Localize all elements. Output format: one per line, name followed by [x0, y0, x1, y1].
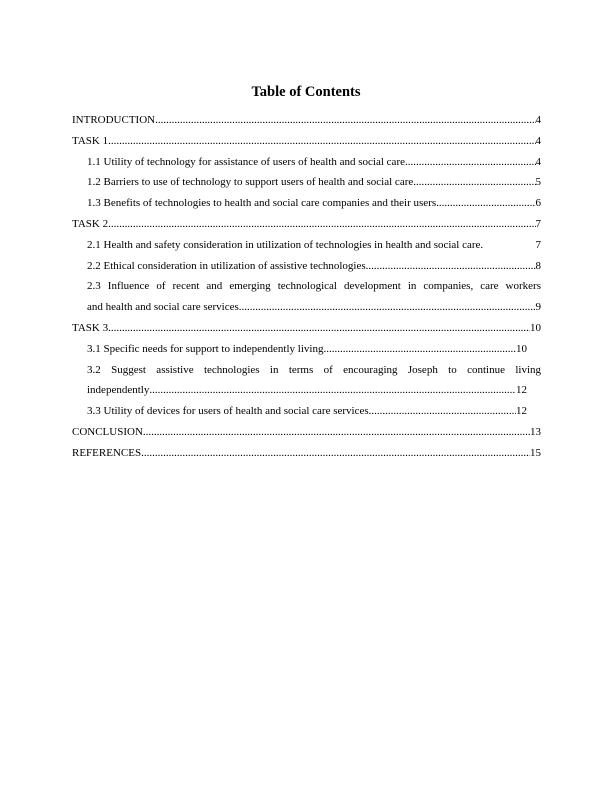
dot-leader — [108, 214, 535, 235]
toc-line — [87, 380, 527, 401]
toc-entry-task-1[interactable] — [72, 131, 541, 152]
dot-leader — [155, 110, 535, 131]
toc-entry-1-2[interactable] — [87, 172, 541, 193]
dot-leader — [108, 318, 530, 339]
toc-entry-title: 1.1 Utility of technology for assistance of users of health and social care — [87, 155, 405, 168]
dot-leader — [108, 131, 535, 152]
toc-entry-1-1[interactable] — [87, 152, 541, 173]
toc-entry-2-1[interactable] — [87, 235, 541, 256]
toc-line — [72, 318, 541, 339]
toc-entry-page: 7 — [535, 238, 541, 251]
toc-entry-title: 2.1 Health and safety consideration in utilization of technologies in health and social care. — [87, 238, 484, 251]
dot-leader — [413, 172, 535, 193]
dot-leader — [405, 152, 536, 173]
toc-line — [87, 256, 541, 277]
toc-entry-3-1[interactable] — [87, 339, 541, 360]
dot-leader — [143, 422, 530, 443]
toc-line — [72, 214, 541, 235]
toc-entry-task-3[interactable] — [72, 318, 541, 339]
toc-entry-page: 5 — [535, 176, 541, 189]
toc-entry-introduction[interactable] — [72, 110, 541, 131]
table-of-contents — [72, 110, 541, 464]
toc-entry-page: 6 — [535, 197, 541, 210]
dot-leader — [366, 256, 536, 277]
toc-entry-1-3[interactable] — [87, 193, 541, 214]
toc-entry-page: 12 — [516, 405, 527, 418]
toc-line-first: 3.2 Suggest assistive technologies in terms of encouraging Joseph to continue living — [87, 363, 541, 376]
toc-heading: Table of Contents — [251, 84, 361, 100]
toc-entry-title: TASK 2 — [72, 217, 109, 230]
toc-entry-title: REFERENCES — [72, 446, 142, 459]
toc-line — [87, 401, 527, 422]
toc-entry-page: 15 — [530, 446, 541, 459]
dot-leader — [436, 193, 535, 214]
dot-leader — [323, 339, 516, 360]
dot-leader — [239, 297, 536, 318]
toc-entry-page: 4 — [535, 155, 541, 168]
toc-entry-title: 1.2 Barriers to use of technology to support users of health and social care — [87, 176, 414, 189]
toc-entry-3-2[interactable] — [87, 360, 541, 402]
toc-entry-title: TASK 1 — [72, 134, 109, 147]
toc-entry-page: 4 — [535, 114, 541, 126]
toc-entry-conclusion[interactable] — [72, 422, 541, 443]
toc-line — [72, 110, 541, 131]
toc-entry-title: 3.1 Specific needs for support to independently living — [87, 342, 324, 355]
toc-entry-page: 4 — [535, 134, 541, 147]
toc-entry-title: and health and social care services — [87, 301, 239, 314]
toc-line — [87, 235, 541, 256]
toc-entry-title: INTRODUCTION — [72, 114, 156, 126]
toc-line — [87, 339, 527, 360]
toc-line — [72, 422, 541, 443]
toc-entry-title: CONCLUSION — [72, 425, 143, 438]
toc-line-first: 2.3 Influence of recent and emerging technological development in companies, care workers — [87, 280, 541, 293]
toc-entry-page: 7 — [535, 217, 541, 230]
toc-entry-2-3[interactable] — [87, 276, 541, 318]
toc-entry-title: independently — [87, 384, 150, 397]
toc-line — [87, 193, 541, 214]
toc-entry-task-2[interactable] — [72, 214, 541, 235]
toc-entry-page: 10 — [516, 342, 527, 355]
toc-entry-title: TASK 3 — [72, 321, 109, 334]
toc-entry-references[interactable] — [72, 443, 541, 464]
toc-line — [87, 172, 541, 193]
dot-leader — [141, 443, 530, 464]
toc-line — [87, 152, 541, 173]
toc-entry-page: 12 — [516, 384, 527, 397]
toc-entry-title: 1.3 Benefits of technologies to health and social care companies and their users — [87, 197, 437, 210]
toc-entry-page: 9 — [535, 301, 541, 314]
toc-line — [72, 131, 541, 152]
toc-entry-page: 13 — [530, 425, 541, 438]
toc-entry-title: 3.3 Utility of devices for users of health and social care services — [87, 405, 369, 418]
dot-leader — [369, 401, 516, 422]
dot-leader — [149, 380, 516, 401]
toc-line — [72, 443, 541, 464]
toc-line — [87, 297, 541, 318]
toc-entry-2-2[interactable] — [87, 256, 541, 277]
toc-entry-title: 2.2 Ethical consideration in utilization of assistive technologies — [87, 259, 366, 272]
toc-entry-3-3[interactable] — [87, 401, 541, 422]
toc-entry-page: 10 — [530, 321, 541, 334]
toc-entry-page: 8 — [535, 259, 541, 272]
